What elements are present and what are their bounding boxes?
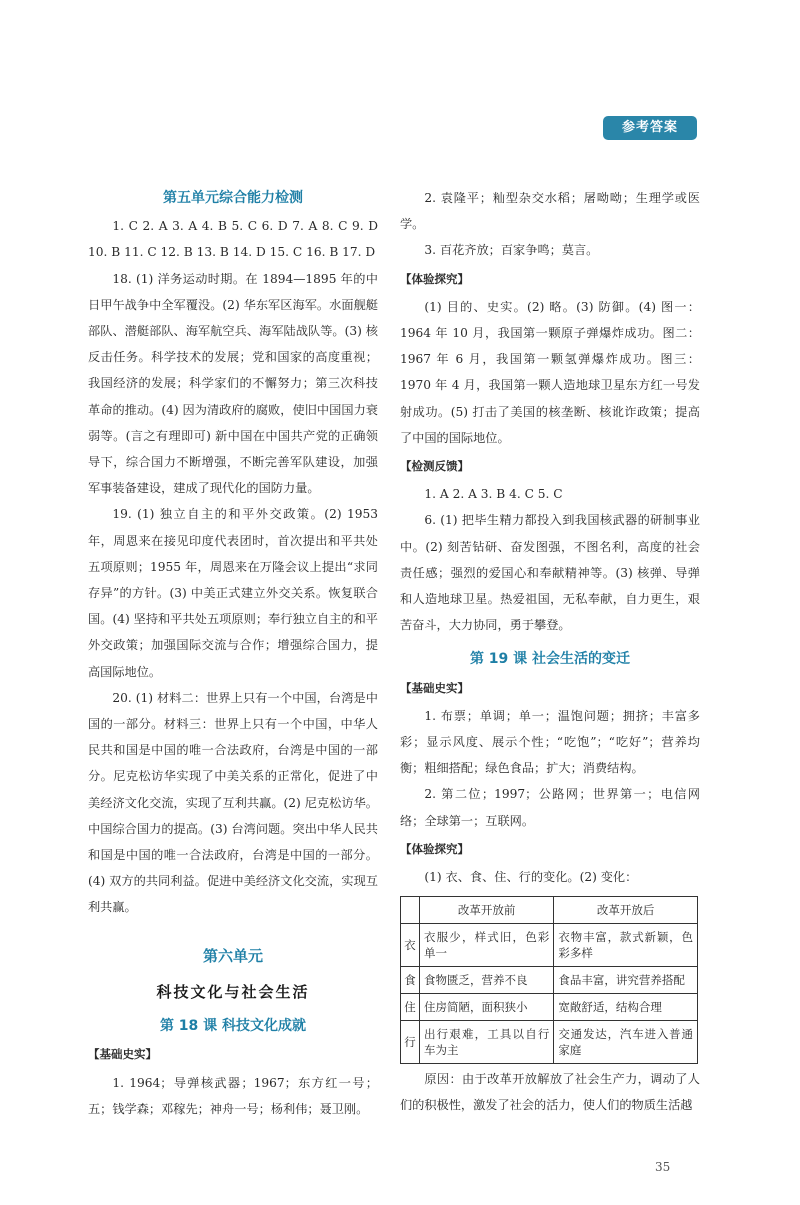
page-number: 35	[655, 1160, 671, 1174]
table-row-label: 衣	[401, 924, 420, 967]
table-cell: 出行艰难，工具以自行车为主	[420, 1021, 554, 1064]
answer-key-badge: 参考答案	[603, 116, 697, 140]
table-cell: 衣物丰富，款式新颖，色彩多样	[554, 924, 698, 967]
table-cell: 住房简陋，面积狭小	[420, 994, 554, 1021]
unit6-subtitle: 科技文化与社会生活	[156, 982, 310, 1001]
table-header-cell: 改革开放后	[554, 897, 698, 924]
table-row	[401, 924, 698, 967]
lesson19-basic-heading: 【基础史实】	[400, 680, 469, 695]
lesson18-title: 第 18 课 科技文化成就	[159, 1018, 307, 1035]
table-row-label: 食	[401, 967, 420, 994]
lesson18-check6: 6. (1) 把毕生精力都投入到我国核武器的研制事业中。(2) 刻苦钻研、奋发图强，不图名利，高度的社会责任感；强烈的爱国心和奉献精神等。(3) 核弹、导弹和人造地球卫星。热爱祖国，无私奉献，自力更生，艰苦奋斗，大力协同，勇于攀登。	[400, 513, 700, 633]
table-cell: 食物匮乏，营养不良	[420, 967, 554, 994]
lesson18-explore-heading: 【体验探究】	[400, 271, 469, 286]
table-cell: 衣服少，样式旧，色彩单一	[420, 924, 554, 967]
unit5-title: 第五单元综合能力检测	[163, 190, 303, 206]
lesson19-basic2: 2. 第二位；1997；公路网；世界第一；电信网络；全球第一；互联网。	[400, 787, 700, 828]
right-column	[400, 185, 700, 1119]
comparison-table	[400, 896, 698, 1064]
lesson18-explore: (1) 目的、史实。(2) 略。(3) 防御。(4) 图一：1964 年 10 月，我国第一颗原子弹爆炸成功。图二：1967 年 6 月，我国第一颗氢弹爆炸成功。图三：1970 年 4 月，我国第一颗人造地球卫星东方红一号发射成功。(5) 打击了美国的核垄断、核讹诈政策；提高了中国的国际地位。	[400, 299, 700, 445]
table-header-cell: 改革开放前	[420, 897, 554, 924]
lesson18-check-heading: 【检测反馈】	[400, 459, 469, 474]
table-row	[401, 967, 698, 994]
lesson18-basic3: 3. 百花齐放；百家争鸣；莫言。	[424, 243, 599, 258]
lesson18-basic2: 2. 袁隆平；籼型杂交水稻；屠呦呦；生理学或医学。	[400, 191, 700, 232]
lesson19-explore-heading: 【体验探究】	[400, 841, 469, 856]
lesson18-check-mc: 1. A 2. A 3. B 4. C 5. C	[424, 487, 563, 502]
table-row	[401, 994, 698, 1021]
lesson19-title: 第 19 课 社会生活的变迁	[469, 651, 631, 668]
lesson18-basic-heading: 【基础史实】	[88, 1047, 157, 1062]
table-cell: 食品丰富，讲究营养搭配	[554, 967, 698, 994]
table-row	[401, 1021, 698, 1064]
table-row-label: 行	[401, 1021, 420, 1064]
unit5-mc-answers: 1. C 2. A 3. A 4. B 5. C 6. D 7. A 8. C 9. D 10. B 11. C 12. B 13. B 14. D 15. C 16. B 17. D	[88, 219, 378, 260]
unit5-q20: 20. (1) 材料二：世界上只有一个中国，台湾是中国的一部分。材料三：世界上只有一个中国，中华人民共和国是中国的唯一合法政府，台湾是中国的一部分。尼克松访华实现了中美关系的正常化，促进了中美经济文化交流，实现了互利共赢。(2) 尼克松访华。中国综合国力的提高。(3) 台湾问题。突出中华人民共和国是中国的唯一合法政府，台湾是中国的一部分。(4) 双方的共同利益。促进中美经济文化交流，实现互利共赢。	[88, 690, 378, 915]
lesson19-explore: (1) 衣、食、住、行的变化。(2) 变化：	[424, 870, 638, 885]
table-cell: 交通发达，汽车进入普通家庭	[554, 1021, 698, 1064]
unit6-title: 第六单元	[202, 946, 263, 965]
table-header-row	[401, 897, 698, 924]
table-row-label: 住	[401, 994, 420, 1021]
unit5-q19: 19. (1) 独立自主的和平外交政策。(2) 1953 年，周恩来在接见印度代表团时，首次提出和平共处五项原则；1955 年，周恩来在万隆会议上提出“求同存异”的方针。(3) 中美正式建立外交关系。恢复联合国。(4) 坚持和平共处五项原则；奉行独立自主的和平外交政策；加强国际交流与合作；增强综合国力，提高国际地位。	[88, 507, 378, 679]
unit5-q18: 18. (1) 洋务运动时期。在 1894—1895 年的中日甲午战争中全军覆没。(2) 华东军区海军。水面舰艇部队、潜艇部队、海军航空兵、海军陆战队等。(3) 核反击任务。科学技术的发展；党和国家的高度重视；我国经济的发展；科学家们的不懈努力；第三次科技革命的推动。(4) 因为清政府的腐败，使旧中国国力衰弱等。(言之有理即可) 新中国在中国共产党的正确领导下，综合国力不断增强，不断完善军队建设，加强军事装备建设，建成了现代化的国防力量。	[88, 271, 378, 496]
lesson19-reason: 原因：由于改革开放解放了社会生产力，调动了人们的积极性，激发了社会的活力，使人们的物质生活越	[400, 1072, 700, 1113]
left-column	[88, 185, 378, 1122]
lesson19-basic1: 1. 布票；单调；单一；温饱问题；拥挤；丰富多彩；显示风度、展示个性；“吃饱”；“吃好”；营养均衡；粗细搭配；绿色食品；扩大；消费结构。	[400, 708, 700, 776]
lesson18-basic1: 1. 1964；导弹核武器；1967；东方红一号；五；钱学森；邓稼先；神舟一号；杨利伟；聂卫刚。	[88, 1075, 378, 1116]
table-cell: 宽敞舒适，结构合理	[554, 994, 698, 1021]
table-header-cell	[401, 897, 420, 924]
